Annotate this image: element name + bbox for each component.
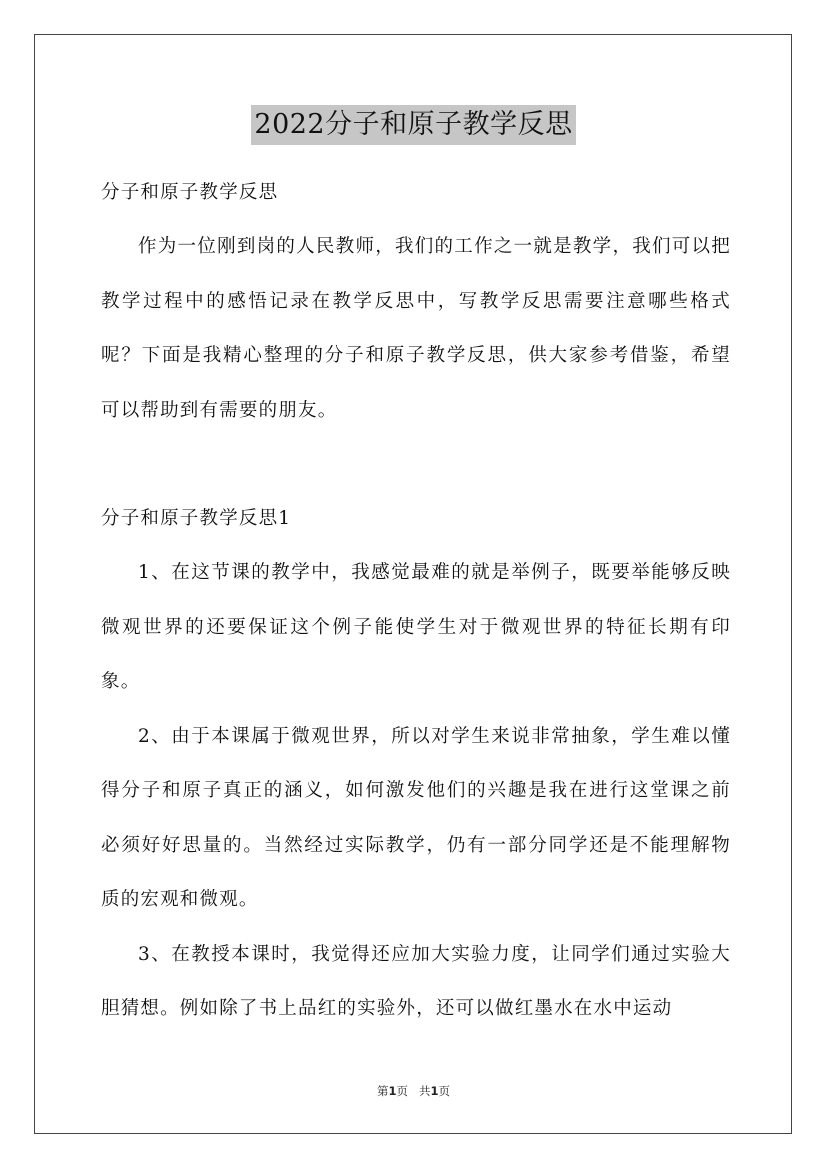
intro-paragraph: 作为一位刚到岗的人民教师，我们的工作之一就是教学，我们可以把教学过程中的感悟记录在教学反思中，写教学反思需要注意哪些格式呢？下面是我精心整理的分子和原子教学反思，供大家参考借鉴，希望可以帮助到有需要的朋友。 xyxy=(101,236,731,421)
footer-total-prefix: 共 xyxy=(418,1084,431,1098)
footer-page-number: 1 xyxy=(388,1084,397,1098)
footer-total-number: 1 xyxy=(430,1084,439,1098)
document-subtitle: 分子和原子教学反思 xyxy=(101,182,279,203)
footer-page-prefix: 第 xyxy=(377,1084,389,1098)
section-body xyxy=(101,546,731,1037)
section-heading: 分子和原子教学反思1 xyxy=(101,508,292,529)
page-footer xyxy=(0,1083,827,1099)
document-title-text: 2022分子和原子教学反思 xyxy=(251,105,575,145)
intro-block xyxy=(101,220,731,438)
paragraph-2: 2、由于本课属于微观世界，所以对学生来说非常抽象，学生难以懂得分子和原子真正的涵义，如何激发他们的兴趣是我在进行这堂课之前必须好好思量的。当然经过实际教学，仍有一部分同学还是不能理解物质的宏观和微观。 xyxy=(101,725,731,910)
document-title xyxy=(0,103,827,145)
footer-page-suffix: 页 xyxy=(396,1084,409,1098)
footer-total-suffix: 页 xyxy=(438,1084,450,1098)
paragraph-1: 1、在这节课的教学中，我感觉最难的就是举例子，既要举能够反映微观世界的还要保证这个例子能使学生对于微观世界的特征长期有印象。 xyxy=(101,562,731,692)
paragraph-3: 3、在教授本课时，我觉得还应加大实验力度，让同学们通过实验大胆猜想。例如除了书上品红的实验外，还可以做红墨水在水中运动 xyxy=(101,943,731,1019)
